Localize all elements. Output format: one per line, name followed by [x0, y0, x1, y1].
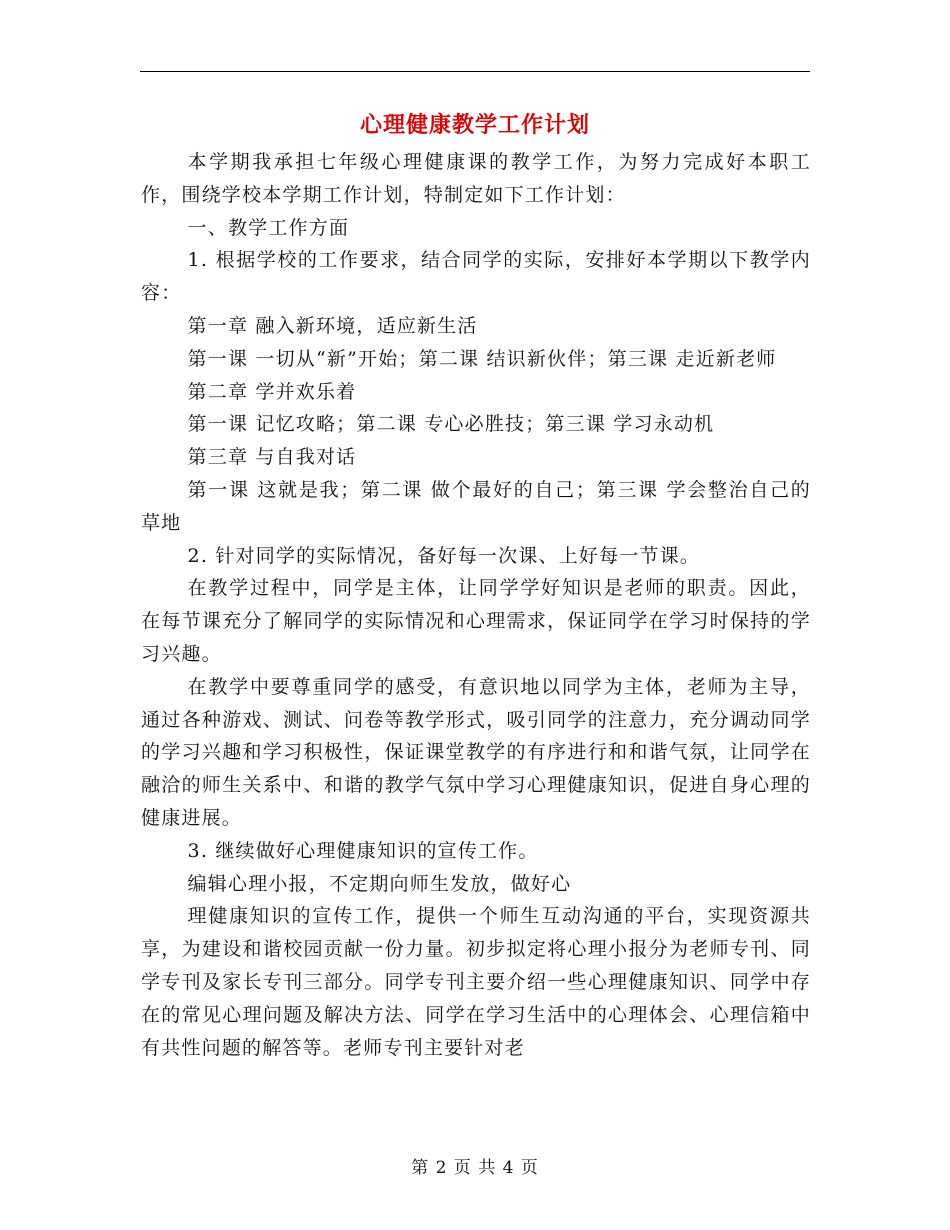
header-rule — [140, 71, 810, 72]
section-heading: 一、教学工作方面 — [187, 216, 350, 239]
paragraph: 1. 根据学校的工作要求，结合同学的实际，安排好本学期以下教学内容： — [141, 249, 811, 305]
lesson-list: 第一课 记忆攻略；第二课 专心必胜技；第三课 学习永动机 — [187, 413, 715, 436]
lesson-list: 第一课 这就是我；第二课 做个最好的自己；第三课 学会整治自己的草地 — [141, 478, 811, 534]
paragraph: 3. 继续做好心理健康知识的宣传工作。 — [187, 839, 539, 862]
chapter-heading: 第三章 与自我对话 — [187, 446, 357, 469]
paragraph: 在教学过程中，同学是主体，让同学学好知识是老师的职责。因此，在每节课充分了解同学的实际情况和心理需求，保证同学在学习时保持的学习兴趣。 — [141, 577, 811, 665]
paragraph: 本学期我承担七年级心理健康课的教学工作，为努力完成好本职工作，围绕学校本学期工作计划，特制定如下工作计划： — [141, 151, 811, 206]
paragraph: 2. 针对同学的实际情况，备好每一次课、上好每一节课。 — [187, 544, 701, 567]
chapter-heading: 第二章 学并欢乐着 — [187, 380, 357, 403]
document-body — [141, 146, 811, 1064]
document-title: 心理健康教学工作计划 — [359, 113, 590, 138]
page-number: 第 2 页 共 4 页 — [411, 1158, 539, 1178]
paragraph: 编辑心理小报，不定期向师生发放，做好心 — [187, 872, 572, 895]
chapter-heading: 第一章 融入新环境，适应新生活 — [187, 314, 478, 337]
paragraph: 在教学中要尊重同学的感受，有意识地以同学为主体，老师为主导，通过各种游戏、测试、问卷等教学形式，吸引同学的注意力，充分调动同学的学习兴趣和学习积极性，保证课堂教学的有序进行和和谐气氛，让同学在融洽的师生关系中、和谐的教学气氛中学习心理健康知识，促进自身心理的健康进展。 — [141, 675, 811, 829]
lesson-list: 第一课 一切从“新”开始；第二课 结识新伙伴；第三课 走近新老师 — [187, 347, 777, 370]
paragraph: 理健康知识的宣传工作，提供一个师生互动沟通的平台，实现资源共享，为建设和谐校园贡献一份力量。初步拟定将心理小报分为老师专刊、同学专刊及家长专刊三部分。同学专刊主要介绍一些心理健康知识、同学中存在的常见心理问题及解决方法、同学在学习生活中的心理体会、心理信箱中有共性问题的解答等。老师专刊主要针对老 — [141, 905, 811, 1059]
